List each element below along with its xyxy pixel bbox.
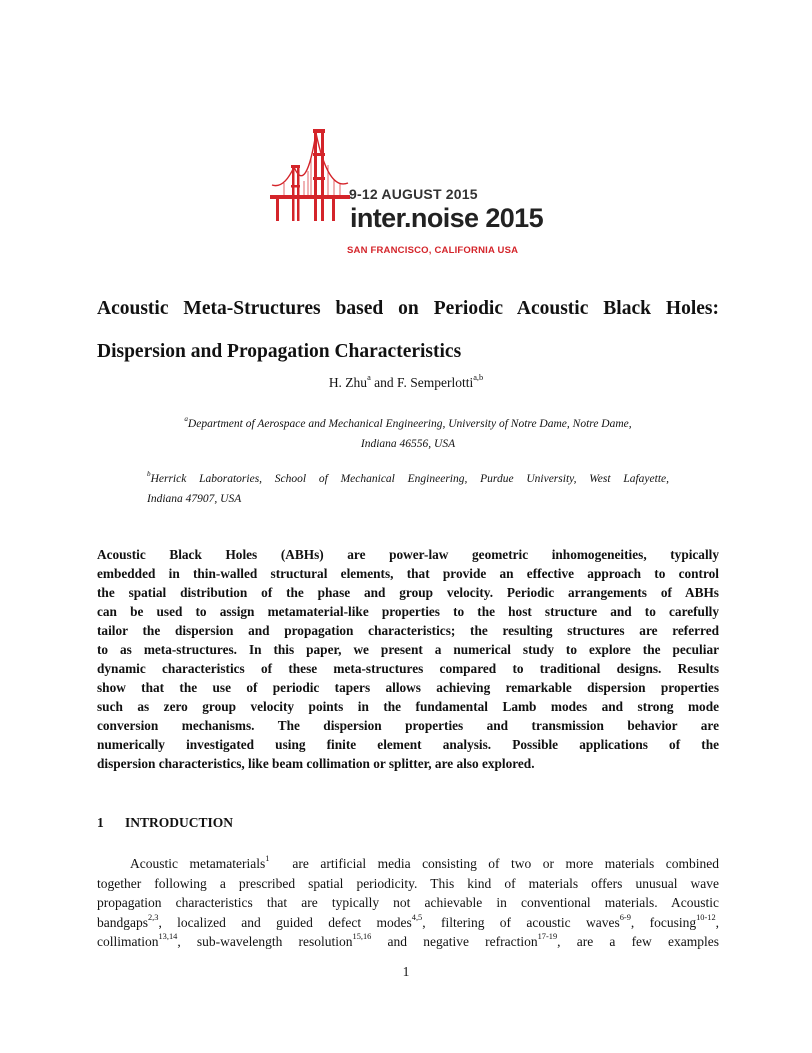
section-heading <box>97 815 233 831</box>
affiliation-b-line-2: Indiana 47907, USA <box>147 493 242 505</box>
abstract-line: Acoustic Black Holes (ABHs) are power-law geometric inhomogeneities, typically <box>97 547 719 562</box>
abstract-line: the spatial distribution of the phase and group velocity. Periodic arrangements of ABHs <box>97 585 719 600</box>
body-text-run: Acoustic metamaterials <box>130 856 266 871</box>
citation: 17-19 <box>537 932 558 942</box>
citation: 4,5 <box>411 912 423 922</box>
affiliation-b <box>147 469 669 509</box>
introduction-text <box>97 854 719 952</box>
affiliation-a-line-2: Indiana 46556, USA <box>360 438 456 450</box>
citation: 1 <box>265 854 270 864</box>
body-line <box>97 854 719 874</box>
author-2-affiliation: a,b <box>473 373 484 383</box>
abstract-line: embedded in thin-walled structural elements, that provide an effective approach to control <box>97 566 719 581</box>
page-number: 1 <box>402 964 410 979</box>
body-line <box>97 932 719 952</box>
author-1-name: H. Zhu <box>328 375 368 390</box>
section-title: INTRODUCTION <box>125 815 234 830</box>
affiliation-a <box>147 414 669 454</box>
paper-title-line-2: Dispersion and Propagation Characteristics <box>97 341 462 362</box>
paper-title-line-1: Acoustic Meta-Structures based on Periodic Acoustic Black Holes: <box>97 298 719 319</box>
body-line: propagation characteristics that are typically not achievable in conventional materials. Acoustic <box>97 895 719 910</box>
abstract <box>97 545 719 773</box>
citation: 15,16 <box>352 932 372 942</box>
body-text-run: are artificial media consisting of two or more materials combined <box>269 856 719 871</box>
golden-gate-bridge-icon <box>270 125 350 225</box>
citation: 13,14 <box>158 932 178 942</box>
body-text-run: , are a few examples <box>557 934 719 949</box>
body-text-run: , <box>715 914 720 930</box>
affiliation-b-line-1: Herrick Laboratories, School of Mechanical Engineering, Purdue University, West Lafayette, <box>150 473 669 485</box>
body-text-run: bandgaps <box>97 914 148 930</box>
abstract-line: dispersion characteristics, like beam collimation or splitter, are also explored. <box>97 756 535 771</box>
body-text-run: , filtering of acoustic waves <box>422 914 620 930</box>
logo-brand: inter.noise 2015 <box>350 203 544 233</box>
abstract-line: such as zero group velocity points in the fundamental Lamb modes and strong mode <box>97 699 719 714</box>
body-line: together following a prescribed spatial periodicity. This kind of materials offers unusual wave <box>97 875 719 891</box>
author-joiner: and <box>370 375 398 390</box>
citation: 6-9 <box>619 912 631 922</box>
body-text-run: , localized and guided defect modes <box>158 914 412 930</box>
abstract-line: to as meta-structures. In this paper, we present a numerical study to explore the peculiar <box>97 642 719 657</box>
author-list <box>0 375 812 391</box>
body-text-run: , sub-wavelength resolution <box>177 934 353 949</box>
logo-location: SAN FRANCISCO, CALIFORNIA USA <box>347 245 519 256</box>
logo-date: 9-12 AUGUST 2015 <box>349 186 478 202</box>
abstract-line: can be used to assign metamaterial-like properties to the host structure and to carefully <box>97 604 719 619</box>
affiliation-a-line-1: Department of Aerospace and Mechanical Engineering, University of Notre Dame, Notre Dame, <box>187 418 632 430</box>
body-text-run: collimation <box>97 934 159 949</box>
abstract-line: tailor the dispersion and propagation characteristics; the resulting structures are referred <box>97 623 719 638</box>
affiliation-b-mark: b <box>147 470 151 479</box>
abstract-line: conversion mechanisms. The dispersion properties and transmission behavior are <box>97 718 719 733</box>
body-text-run: and negative refraction <box>371 934 538 949</box>
body-line <box>97 913 719 933</box>
citation: 2,3 <box>148 912 159 922</box>
abstract-line: numerically investigated using finite element analysis. Possible applications of the <box>97 737 719 752</box>
abstract-line: dynamic characteristics of these meta-structures compared to traditional designs. Results <box>97 661 719 676</box>
affiliation-b-first-line <box>147 469 669 489</box>
body-text-run: , focusing <box>630 914 697 930</box>
author-1-affiliation: a <box>367 373 371 383</box>
affiliation-a-mark: a <box>184 415 188 424</box>
abstract-line: show that the use of periodic tapers allows achieving remarkable dispersion properties <box>97 680 719 695</box>
citation: 10-12 <box>696 912 716 922</box>
conference-logo <box>270 125 550 260</box>
author-2-name: F. Semperlotti <box>397 375 474 390</box>
section-number: 1 <box>97 815 104 830</box>
